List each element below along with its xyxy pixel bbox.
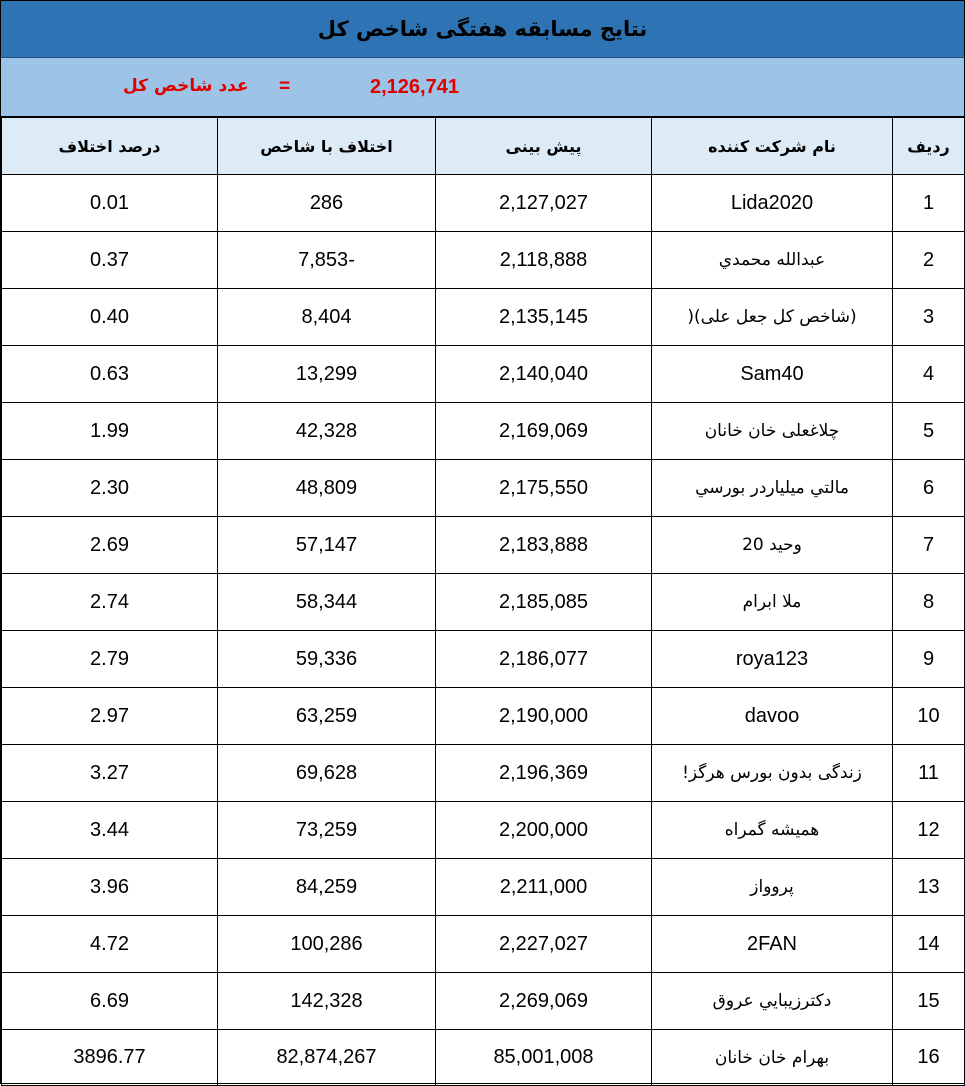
prediction-cell: 2,118,888 <box>436 232 652 289</box>
prediction-cell: 85,001,008 <box>436 1030 652 1086</box>
participant-name-cell: مالتي ميلياردر بورسي <box>652 460 893 517</box>
difference-cell: 73,259 <box>218 802 436 859</box>
column-header-prediction: پیش بینی <box>436 118 652 175</box>
difference-cell: 57,147 <box>218 517 436 574</box>
table-row <box>2 517 965 574</box>
prediction-cell: 2,127,027 <box>436 175 652 232</box>
prediction-cell: 2,183,888 <box>436 517 652 574</box>
prediction-cell: 2,190,000 <box>436 688 652 745</box>
percent-cell: 3.27 <box>2 745 218 802</box>
rank-cell: 15 <box>893 973 965 1030</box>
table-row <box>2 802 965 859</box>
percent-cell: 2.30 <box>2 460 218 517</box>
rank-cell: 1 <box>893 175 965 232</box>
participant-name-cell: وحید 20 <box>652 517 893 574</box>
participant-name-cell: Sam40 <box>652 346 893 403</box>
participant-name-cell: زندگی بدون بورس هرگز! <box>652 745 893 802</box>
index-value: 2,126,741 <box>370 76 459 98</box>
percent-cell: 0.40 <box>2 289 218 346</box>
participant-name-cell: دکترزيبايي عروق <box>652 973 893 1030</box>
percent-cell: 2.79 <box>2 631 218 688</box>
participant-name-cell: پروواز <box>652 859 893 916</box>
prediction-cell: 2,140,040 <box>436 346 652 403</box>
index-summary-row <box>1 58 964 117</box>
table-row <box>2 688 965 745</box>
participant-name-cell: همیشه گمراه <box>652 802 893 859</box>
prediction-cell: 2,175,550 <box>436 460 652 517</box>
participant-name-cell: ملا ابرام <box>652 574 893 631</box>
rank-cell: 7 <box>893 517 965 574</box>
prediction-cell: 2,269,069 <box>436 973 652 1030</box>
difference-cell: 142,328 <box>218 973 436 1030</box>
rank-cell: 9 <box>893 631 965 688</box>
table-row <box>2 232 965 289</box>
participant-name-cell: 2FAN <box>652 916 893 973</box>
difference-cell: 286 <box>218 175 436 232</box>
index-label: عدد شاخص کل <box>123 76 249 96</box>
rank-cell: 12 <box>893 802 965 859</box>
participant-name-cell: (شاخص کل جعل على)( <box>652 289 893 346</box>
participant-name-cell: بهرام خان خانان <box>652 1030 893 1086</box>
prediction-cell: 2,227,027 <box>436 916 652 973</box>
prediction-cell: 2,185,085 <box>436 574 652 631</box>
table-row <box>2 460 965 517</box>
rank-cell: 13 <box>893 859 965 916</box>
sheet-title: نتایج مسابقه هفتگی شاخص کل <box>1 1 964 58</box>
participant-name-cell: Lida2020 <box>652 175 893 232</box>
rank-cell: 2 <box>893 232 965 289</box>
prediction-cell: 2,135,145 <box>436 289 652 346</box>
rank-cell: 5 <box>893 403 965 460</box>
rank-cell: 11 <box>893 745 965 802</box>
prediction-cell: 2,200,000 <box>436 802 652 859</box>
participant-name-cell: roya123 <box>652 631 893 688</box>
rank-cell: 8 <box>893 574 965 631</box>
difference-cell: 58,344 <box>218 574 436 631</box>
prediction-cell: 2,211,000 <box>436 859 652 916</box>
rank-cell: 16 <box>893 1030 965 1086</box>
percent-cell: 0.01 <box>2 175 218 232</box>
percent-cell: 6.69 <box>2 973 218 1030</box>
table-row <box>2 574 965 631</box>
table-row <box>2 859 965 916</box>
table-row <box>2 289 965 346</box>
percent-cell: 3896.77 <box>2 1030 218 1086</box>
table-row <box>2 175 965 232</box>
table-row <box>2 1030 965 1086</box>
difference-cell: 8,404 <box>218 289 436 346</box>
difference-cell: 100,286 <box>218 916 436 973</box>
results-table <box>1 117 965 1086</box>
difference-cell: 69,628 <box>218 745 436 802</box>
table-row <box>2 631 965 688</box>
equals-sign: = <box>279 76 291 97</box>
prediction-cell: 2,186,077 <box>436 631 652 688</box>
table-row <box>2 403 965 460</box>
difference-cell: 42,328 <box>218 403 436 460</box>
prediction-cell: 2,196,369 <box>436 745 652 802</box>
difference-cell: -7,853 <box>218 232 436 289</box>
table-body <box>2 175 965 1086</box>
table-row <box>2 346 965 403</box>
percent-cell: 0.37 <box>2 232 218 289</box>
table-row <box>2 973 965 1030</box>
difference-cell: 59,336 <box>218 631 436 688</box>
difference-cell: 82,874,267 <box>218 1030 436 1086</box>
difference-cell: 63,259 <box>218 688 436 745</box>
percent-cell: 2.97 <box>2 688 218 745</box>
rank-cell: 3 <box>893 289 965 346</box>
table-row <box>2 745 965 802</box>
percent-cell: 3.96 <box>2 859 218 916</box>
prediction-cell: 2,169,069 <box>436 403 652 460</box>
column-header-name: نام شرکت کننده <box>652 118 893 175</box>
column-header-difference: اختلاف با شاخص <box>218 118 436 175</box>
table-row <box>2 916 965 973</box>
rank-cell: 4 <box>893 346 965 403</box>
percent-cell: 2.69 <box>2 517 218 574</box>
percent-cell: 0.63 <box>2 346 218 403</box>
column-header-percent: درصد اختلاف <box>2 118 218 175</box>
column-header-rank: ردیف <box>893 118 965 175</box>
participant-name-cell: چلاغعلی خان خانان <box>652 403 893 460</box>
percent-cell: 1.99 <box>2 403 218 460</box>
rank-cell: 14 <box>893 916 965 973</box>
rank-cell: 6 <box>893 460 965 517</box>
percent-cell: 4.72 <box>2 916 218 973</box>
header-row <box>2 118 965 175</box>
difference-cell: 84,259 <box>218 859 436 916</box>
participant-name-cell: davoo <box>652 688 893 745</box>
difference-cell: 48,809 <box>218 460 436 517</box>
percent-cell: 3.44 <box>2 802 218 859</box>
rank-cell: 10 <box>893 688 965 745</box>
percent-cell: 2.74 <box>2 574 218 631</box>
difference-cell: 13,299 <box>218 346 436 403</box>
participant-name-cell: عبدالله محمدي <box>652 232 893 289</box>
